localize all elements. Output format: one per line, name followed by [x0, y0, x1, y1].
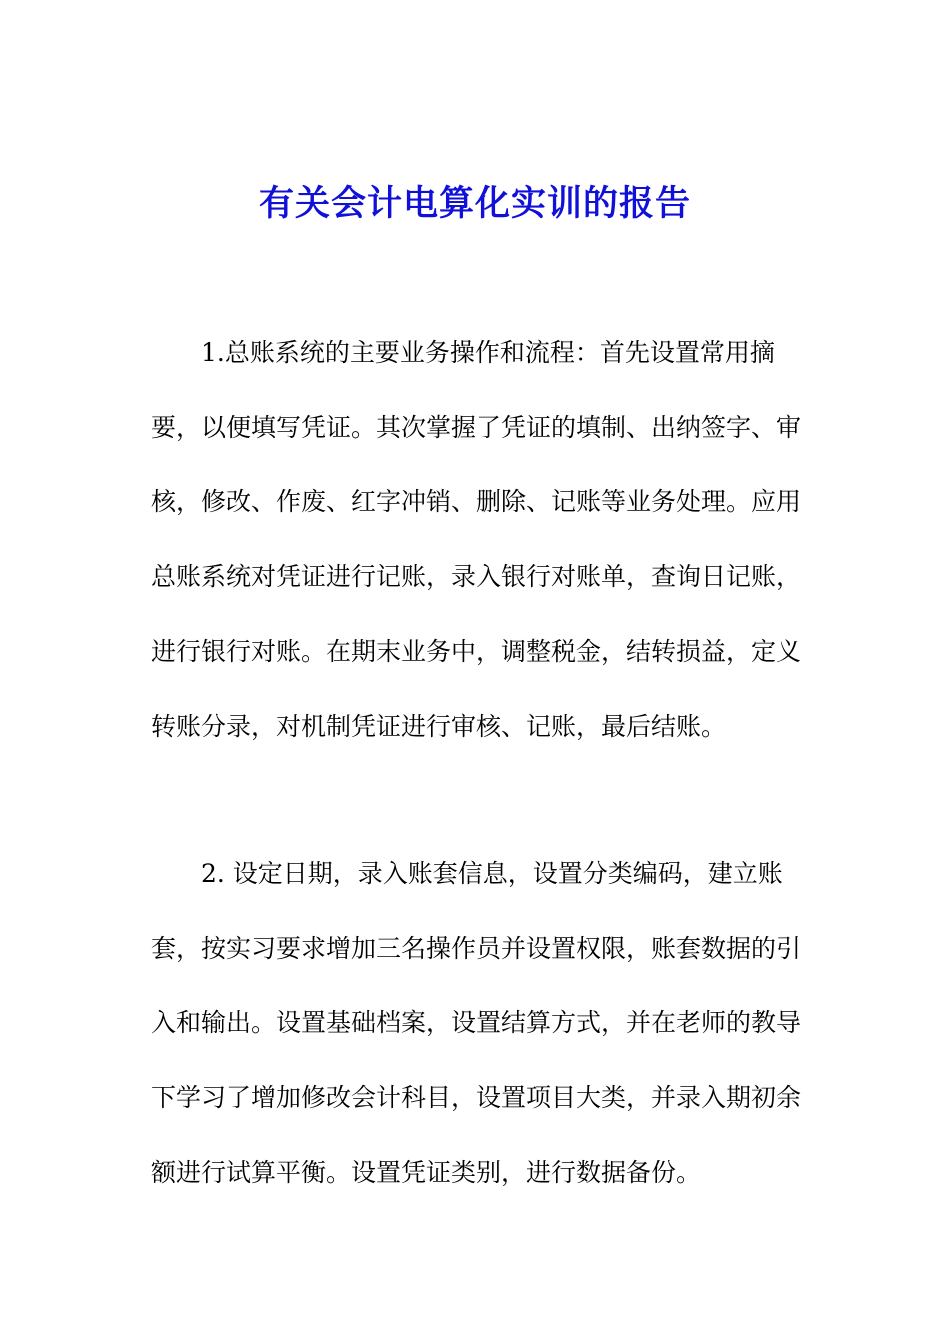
- paragraph-2: 2. 设定日期，录入账套信息，设置分类编码，建立账套，按实习要求增加三名操作员并设置权限，账套数据的引入和输出。设置基础档案，设置结算方式，并在老师的教导下学习了增加修改会计科目，设置项目大类，并录入期初余额进行试算平衡。设置凭证类别，进行数据备份。: [151, 859, 802, 1187]
- paragraph-1: 1.总账系统的主要业务操作和流程：首先设置常用摘要，以便填写凭证。其次掌握了凭证的填制、出纳签字、审核，修改、作废、红字冲销、删除、记账等业务处理。应用总账系统对凭证进行记账，录入银行对账单，查询日记账，进行银行对账。在期末业务中，调整税金，结转损益，定义转账分录，对机制凭证进行审核、记账，最后结账。: [151, 338, 802, 741]
- document-title: 有关会计电算化实训的报告: [258, 183, 691, 224]
